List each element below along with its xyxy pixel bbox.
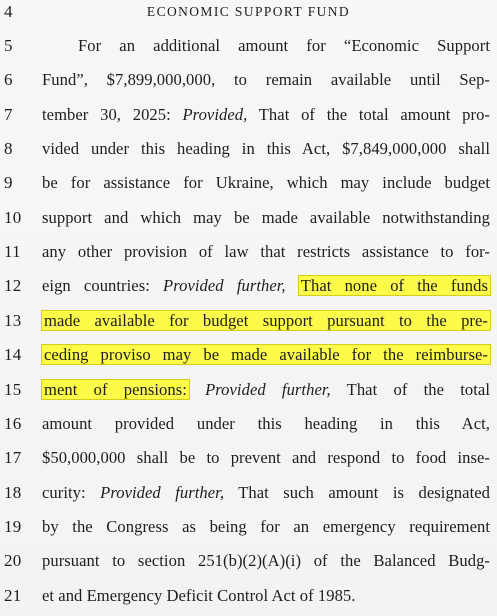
line-text xyxy=(42,517,490,537)
text-segment: That such amount is designated xyxy=(224,482,490,502)
proviso-italic: Provided further, xyxy=(100,482,225,502)
text-line xyxy=(0,276,497,306)
section-heading: ECONOMIC SUPPORT FUND xyxy=(146,4,351,19)
text-line xyxy=(0,173,497,203)
line-number: 11 xyxy=(4,242,21,262)
text-segment: eign countries: xyxy=(42,276,164,296)
line-text xyxy=(42,276,490,296)
text-segment: by the Congress as being for an emergency requirement xyxy=(42,516,490,536)
line-number: 7 xyxy=(4,104,13,124)
proviso-italic: Provided, xyxy=(182,104,248,124)
line-text xyxy=(42,36,490,56)
text-line xyxy=(0,517,497,547)
line-text xyxy=(42,139,490,159)
text-segment: $50,000,000 shall be to prevent and respond to food inse- xyxy=(42,448,490,468)
text-line xyxy=(0,414,497,444)
text-segment: be for assistance for Ukraine, which may include budget xyxy=(42,173,490,193)
text-segment: That of the total amount pro- xyxy=(247,104,490,124)
line-text xyxy=(42,311,490,331)
text-line xyxy=(0,105,497,135)
highlighted-text: ment of pensions: xyxy=(44,379,187,399)
text-line xyxy=(0,551,497,581)
text-segment: any other provision of law that restricts assistance to for- xyxy=(42,242,490,262)
highlighted-text: That none of the funds xyxy=(300,276,488,296)
text-segment: amount provided under this heading in this Act, xyxy=(42,413,490,433)
line-text xyxy=(42,70,490,90)
text-line xyxy=(0,380,497,410)
line-number: 8 xyxy=(4,139,13,159)
line-number: 18 xyxy=(4,482,22,502)
text-line xyxy=(0,139,497,169)
text-line xyxy=(0,345,497,375)
text-segment: vided under this heading in this Act, $7,849,000,000 shall xyxy=(42,139,490,159)
line-text xyxy=(42,345,490,365)
line-number: 13 xyxy=(4,310,22,330)
text-line xyxy=(0,311,497,341)
line-text xyxy=(42,242,490,262)
line-number: 20 xyxy=(4,551,22,571)
text-segment: curity: xyxy=(42,482,101,502)
text-line xyxy=(0,483,497,513)
line-number: 12 xyxy=(4,276,22,296)
line-number: 6 xyxy=(4,70,13,90)
line-text xyxy=(42,483,490,503)
line-text xyxy=(42,173,490,193)
line-text xyxy=(42,551,490,571)
line-text xyxy=(42,414,490,434)
text-segment: et and Emergency Deficit Control Act of 1985. xyxy=(42,585,356,605)
text-segment: tember 30, 2025: xyxy=(42,104,183,124)
line-number: 16 xyxy=(4,413,22,433)
page-number: 4 xyxy=(4,2,13,21)
text-segment xyxy=(189,380,205,399)
text-segment: Fund”, $7,899,000,000, to remain available until Sep- xyxy=(42,70,490,90)
text-line xyxy=(0,586,497,616)
text-line xyxy=(0,448,497,478)
text-segment: pursuant to section 251(b)(2)(A)(i) of the Balanced Budg- xyxy=(42,551,490,571)
line-text xyxy=(42,586,490,606)
line-number: 15 xyxy=(4,379,22,399)
line-text xyxy=(42,208,490,228)
text-segment: support and which may be made available notwithstanding xyxy=(42,207,490,227)
line-number: 17 xyxy=(4,448,22,468)
line-text xyxy=(42,448,490,468)
line-number: 14 xyxy=(4,345,22,365)
text-segment: That of the total xyxy=(330,379,490,399)
text-segment xyxy=(286,276,299,295)
line-number: 10 xyxy=(4,207,22,227)
text-line xyxy=(0,70,497,100)
text-line xyxy=(0,208,497,238)
highlighted-text: ceding proviso may be made available for the reimburse- xyxy=(44,345,488,365)
text-line xyxy=(0,36,497,66)
highlighted-text: made available for budget support pursuant to the pre- xyxy=(44,310,488,330)
line-number: 5 xyxy=(4,36,13,55)
line-text xyxy=(42,380,490,400)
text-segment: For an additional amount for “Economic Support xyxy=(78,36,490,55)
line-number: 19 xyxy=(4,516,22,536)
line-number: 21 xyxy=(4,585,22,605)
line-number: 9 xyxy=(4,173,13,193)
text-line xyxy=(0,242,497,272)
proviso-italic: Provided further, xyxy=(205,379,331,399)
proviso-italic: Provided further, xyxy=(163,276,286,296)
line-text xyxy=(42,105,490,125)
